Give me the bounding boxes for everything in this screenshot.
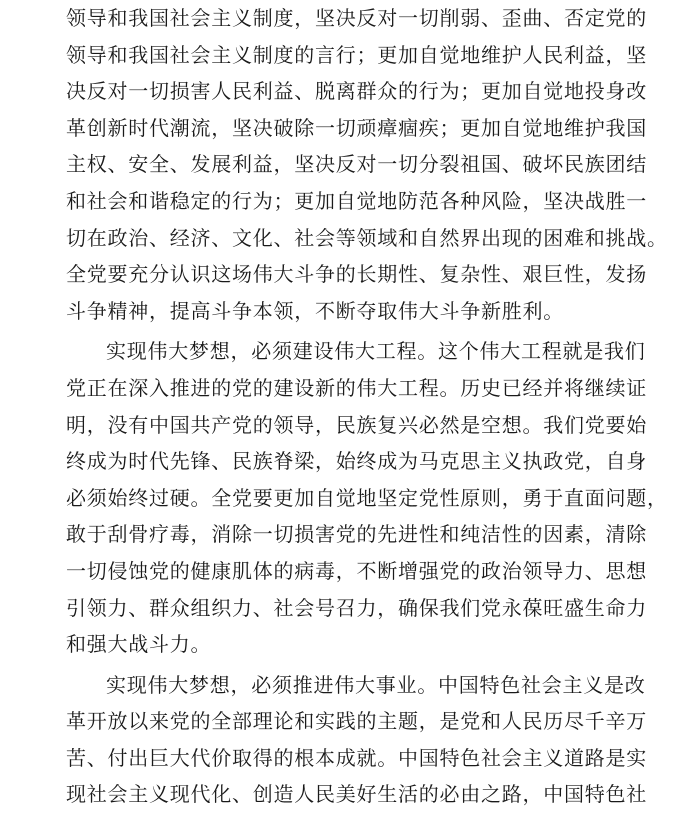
text-line-indented: 实现伟大梦想，必须推进伟大事业。中国特色社会主义是改 bbox=[106, 672, 646, 697]
text-line: 党正在深入推进的党的建设新的伟大工程。历史已经并将继续证 bbox=[66, 375, 647, 400]
text-line: 苦、付出巨大代价取得的根本成就。中国特色社会主义道路是实 bbox=[66, 745, 647, 770]
text-line: 明，没有中国共产党的领导，民族复兴必然是空想。我们党要始 bbox=[66, 412, 647, 437]
text-line: 决反对一切损害人民利益、脱离群众的行为；更加自觉地投身改 bbox=[66, 79, 647, 104]
text-line: 和强大战斗力。 bbox=[66, 632, 212, 657]
text-line-indented: 实现伟大梦想，必须建设伟大工程。这个伟大工程就是我们 bbox=[106, 339, 646, 364]
paragraph-1 bbox=[66, 0, 668, 329]
text-line: 敢于刮骨疗毒，消除一切损害党的先进性和纯洁性的因素，清除 bbox=[66, 522, 647, 547]
text-line: 切在政治、经济、文化、社会等领域和自然界出现的困难和挑战。 bbox=[66, 225, 668, 250]
text-line: 革开放以来党的全部理论和实践的主题，是党和人民历尽千辛万 bbox=[66, 709, 647, 734]
text-line: 必须始终过硬。全党要更加自觉地坚定党性原则，勇于直面问题， bbox=[66, 485, 668, 510]
text-line: 领导和我国社会主义制度，坚决反对一切削弱、歪曲、否定党的 bbox=[66, 6, 647, 30]
paragraph-3 bbox=[66, 667, 647, 813]
paragraph-2 bbox=[66, 333, 668, 662]
text-line: 全党要充分认识这场伟大斗争的长期性、复杂性、艰巨性，发扬 bbox=[66, 262, 647, 287]
text-line: 领导和我国社会主义制度的言行；更加自觉地维护人民利益，坚 bbox=[66, 42, 647, 67]
text-line: 革创新时代潮流，坚决破除一切顽瘴痼疾；更加自觉地维护我国 bbox=[66, 115, 647, 140]
text-line: 斗争精神，提高斗争本领，不断夺取伟大斗争新胜利。 bbox=[66, 298, 564, 323]
text-line: 主权、安全、发展利益，坚决反对一切分裂祖国、破坏民族团结 bbox=[66, 152, 647, 177]
text-line: 终成为时代先锋、民族脊梁，始终成为马克思主义执政党，自身 bbox=[66, 449, 647, 474]
text-line: 一切侵蚀党的健康肌体的病毒，不断增强党的政治领导力、思想 bbox=[66, 558, 647, 583]
text-line: 和社会和谐稳定的行为；更加自觉地防范各种风险，坚决战胜一 bbox=[66, 188, 647, 213]
document-body bbox=[66, 0, 668, 813]
text-line: 引领力、群众组织力、社会号召力，确保我们党永葆旺盛生命力 bbox=[66, 595, 647, 620]
text-line: 现社会主义现代化、创造人民美好生活的必由之路，中国特色社 bbox=[66, 782, 647, 807]
